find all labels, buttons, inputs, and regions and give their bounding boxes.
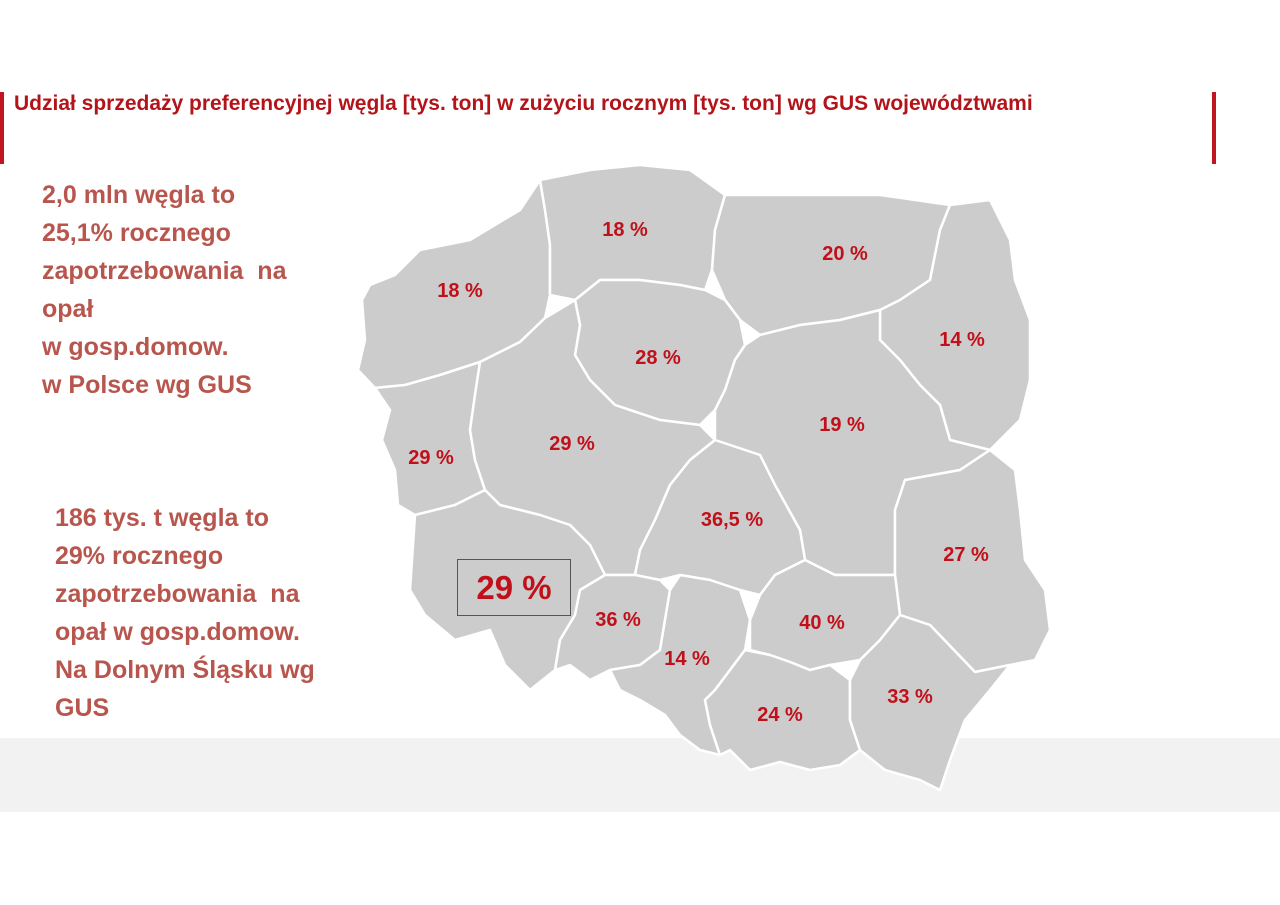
label-slaskie: 14 %: [664, 648, 710, 670]
regional-summary-line: Na Dolnym Śląsku wg: [55, 656, 315, 684]
regional-summary-line: opał w gosp.domow.: [55, 618, 300, 646]
label-swietokrzyskie: 40 %: [799, 612, 845, 634]
label-podlaskie: 14 %: [939, 329, 985, 351]
regional-summary-line: 29% rocznego: [55, 542, 224, 570]
regional-summary-line: 186 tys. t węgla to: [55, 504, 269, 532]
label-pomorskie: 18 %: [602, 219, 648, 241]
page-title: Udział sprzedaży preferencyjnej węgla [tys. ton] w zużyciu rocznym [tys. ton] wg GUS województwami: [14, 92, 1033, 115]
label-warminsko-mazurskie: 20 %: [822, 243, 868, 265]
national-summary-line: 2,0 mln węgla to: [42, 181, 236, 209]
regional-summary-line: zapotrzebowania na: [55, 580, 300, 608]
label-podkarpackie: 33 %: [887, 686, 933, 708]
label-lubuskie: 29 %: [408, 447, 454, 469]
label-lubelskie: 27 %: [943, 544, 989, 566]
label-kujawsko-pomorskie: 28 %: [635, 347, 681, 369]
label-opolskie: 36 %: [595, 609, 641, 631]
regional-summary-line: GUS: [55, 694, 110, 722]
label-mazowieckie: 19 %: [819, 414, 865, 436]
national-summary-line: w gosp.domow.: [42, 333, 229, 361]
label-dolnoslaskie-highlight: 29 %: [457, 559, 571, 616]
national-summary-line: w Polsce wg GUS: [42, 371, 252, 399]
label-wielkopolskie: 29 %: [549, 433, 595, 455]
label-zachodniopomorskie: 18 %: [437, 280, 483, 302]
voivodeship-shapes: [358, 165, 1050, 790]
national-summary-line: opał: [42, 295, 94, 323]
label-lodzkie: 36,5 %: [700, 509, 764, 531]
label-malopolskie: 24 %: [757, 704, 803, 726]
national-summary-line: 25,1% rocznego: [42, 219, 231, 247]
national-summary-line: zapotrzebowania na: [42, 257, 287, 285]
